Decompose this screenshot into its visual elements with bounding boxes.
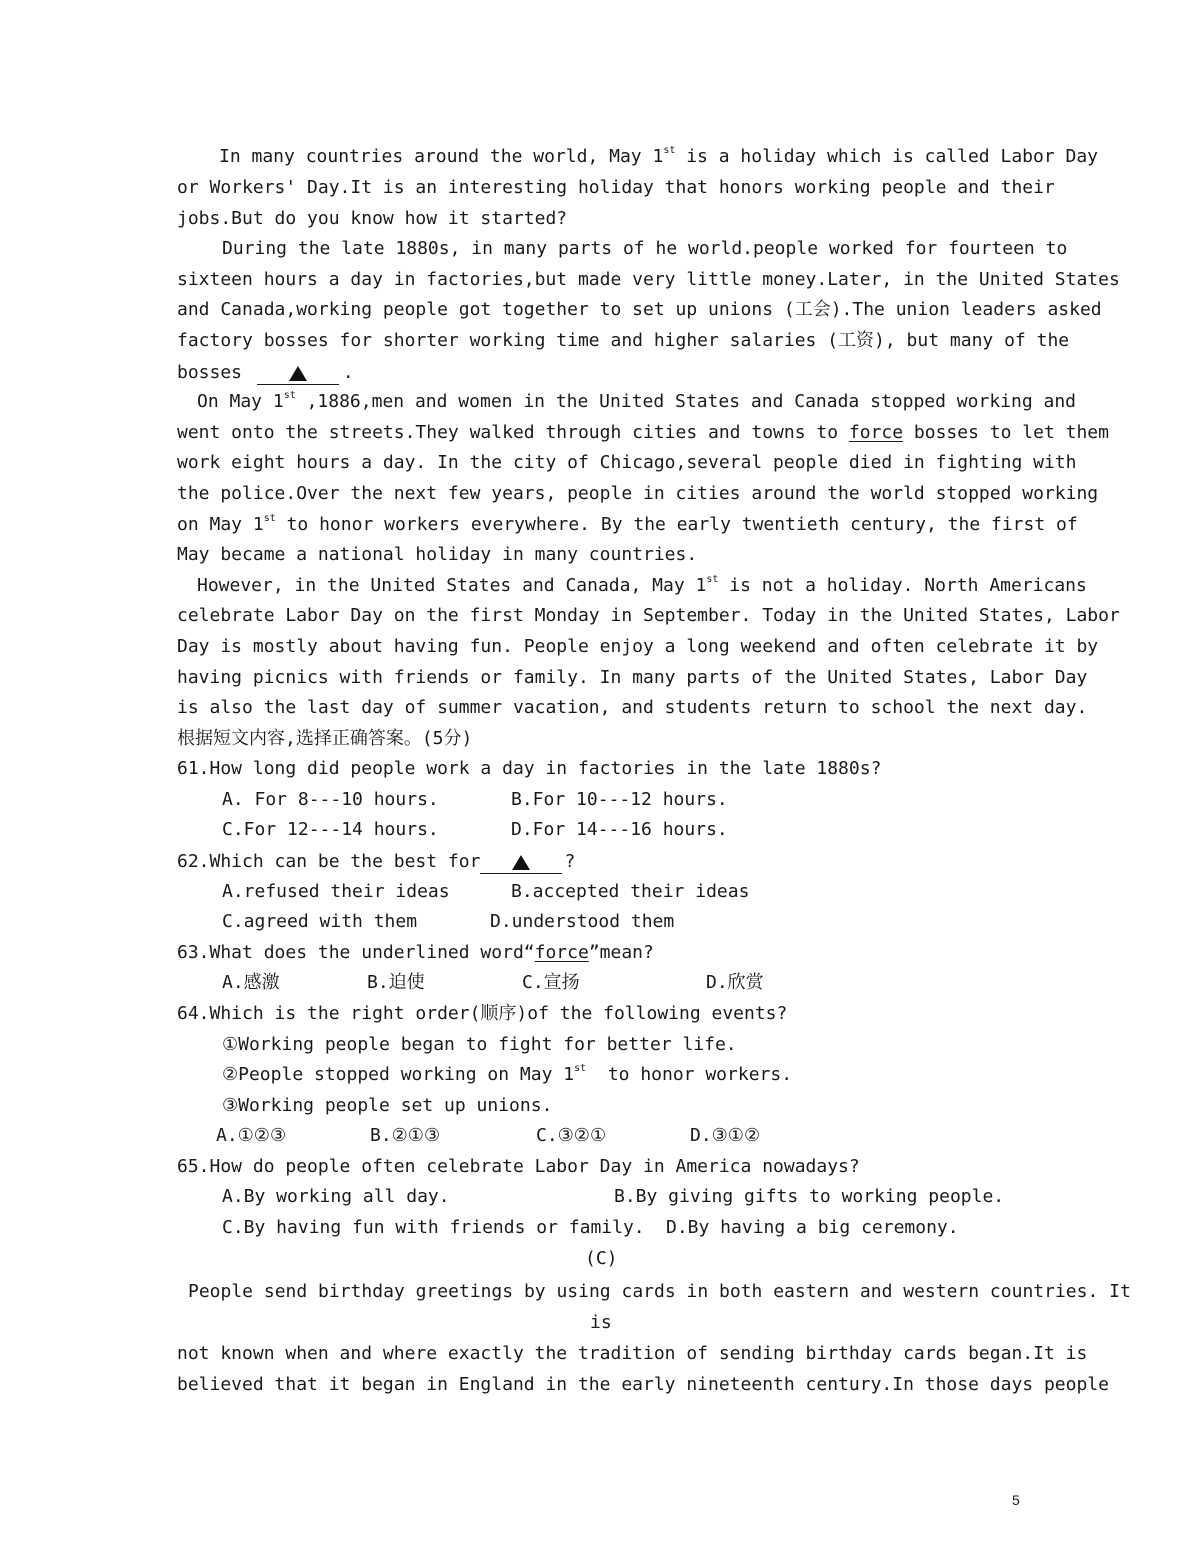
page-number: 5 bbox=[1012, 1492, 1020, 1508]
paragraph-line: having picnics with friends or family. In many parts of the United States, Labor Day bbox=[177, 667, 1088, 688]
question-63: 63.What does the underlined word“force”mean? bbox=[177, 942, 654, 963]
paragraph-line: work eight hours a day. In the city of Chicago,several people died in fighting with bbox=[177, 452, 1077, 473]
paragraph-line: bosses . bbox=[177, 362, 354, 383]
option-65-a: A.By working all day. bbox=[222, 1186, 450, 1207]
option-64-c: C.③②① bbox=[536, 1125, 607, 1146]
paragraph-line: is also the last day of summer vacation, and students return to school the next day. bbox=[177, 697, 1088, 718]
event-3: ③Working people set up unions. bbox=[222, 1095, 553, 1116]
option-61-d: D.For 14---16 hours. bbox=[511, 819, 728, 840]
option-65-b: B.By giving gifts to working people. bbox=[614, 1186, 1005, 1207]
option-63-a: A.感激 bbox=[222, 972, 280, 993]
option-63-c: C.宣扬 bbox=[522, 972, 580, 993]
question-61: 61.How long did people work a day in factories in the late 1880s? bbox=[177, 758, 882, 779]
paragraph-line: jobs.But do you know how it started? bbox=[177, 208, 568, 229]
paragraph-line: and Canada,working people got together to set up unions (工会).The union leaders asked bbox=[177, 299, 1102, 320]
triangle-icon bbox=[512, 855, 530, 870]
option-62-b: B.accepted their ideas bbox=[511, 881, 750, 902]
option-62-c: C.agreed with them bbox=[222, 911, 418, 932]
option-65-c: C.By having fun with friends or family. bbox=[222, 1217, 645, 1238]
option-61-b: B.For 10---12 hours. bbox=[511, 789, 728, 810]
triangle-icon bbox=[289, 366, 307, 381]
paragraph-line: People send birthday greetings by using cards in both eastern and western countries. It bbox=[188, 1281, 1131, 1302]
event-1: ①Working people began to fight for better life. bbox=[222, 1034, 737, 1055]
option-64-a: A.①②③ bbox=[216, 1125, 287, 1146]
option-61-c: C.For 12---14 hours. bbox=[222, 819, 439, 840]
paragraph-line: not known when and where exactly the tradition of sending birthday cards began.It is bbox=[177, 1343, 1088, 1364]
option-65-d: D.By having a big ceremony. bbox=[666, 1217, 959, 1238]
instruction: 根据短文内容,选择正确答案。(5分) bbox=[177, 728, 473, 749]
paragraph-line: However, in the United States and Canada, May 1st is not a holiday. North Americans bbox=[197, 574, 1087, 596]
option-63-b: B.迫使 bbox=[367, 972, 425, 993]
paragraph-line: went onto the streets.They walked through cities and towns to force bosses to let them bbox=[177, 422, 1109, 443]
option-62-a: A.refused their ideas bbox=[222, 881, 450, 902]
paragraph-line: celebrate Labor Day on the first Monday in September. Today in the United States, Labor bbox=[177, 605, 1120, 626]
paragraph-line: is bbox=[590, 1312, 612, 1333]
question-62: 62.Which can be the best for ? bbox=[177, 851, 576, 872]
paragraph-line: sixteen hours a day in factories,but made very little money.Later, in the United States bbox=[177, 269, 1120, 290]
option-61-a: A. For 8---10 hours. bbox=[222, 789, 439, 810]
option-64-d: D.③①② bbox=[690, 1125, 761, 1146]
question-64: 64.Which is the right order(顺序)of the following events? bbox=[177, 1003, 788, 1024]
event-2: ②People stopped working on May 1st to honor workers. bbox=[222, 1063, 793, 1085]
paragraph-line: Day is mostly about having fun. People enjoy a long weekend and often celebrate it by bbox=[177, 636, 1099, 657]
section-heading: (C) bbox=[585, 1248, 618, 1269]
paragraph-line: On May 1st ,1886,men and women in the United States and Canada stopped working and bbox=[197, 390, 1077, 412]
paragraph-line: During the late 1880s, in many parts of he world.people worked for fourteen to bbox=[222, 238, 1068, 259]
option-64-b: B.②①③ bbox=[370, 1125, 441, 1146]
paragraph-line: May became a national holiday in many countries. bbox=[177, 544, 698, 565]
answer-blank bbox=[480, 849, 562, 874]
option-62-d: D.understood them bbox=[490, 911, 675, 932]
paragraph-line: In many countries around the world, May 1st is a holiday which is called Labor Day bbox=[219, 145, 1099, 167]
paragraph-line: factory bosses for shorter working time and higher salaries (工资), but many of the bbox=[177, 330, 1070, 351]
underlined-word-force: force bbox=[848, 422, 904, 443]
option-63-d: D.欣赏 bbox=[706, 972, 764, 993]
question-65: 65.How do people often celebrate Labor Day in America nowadays? bbox=[177, 1156, 860, 1177]
paragraph-line: the police.Over the next few years, people in cities around the world stopped working bbox=[177, 483, 1099, 504]
paragraph-line: or Workers' Day.It is an interesting holiday that honors working people and their bbox=[177, 177, 1055, 198]
paragraph-line: on May 1st to honor workers everywhere. By the early twentieth century, the first of bbox=[177, 513, 1078, 535]
paragraph-line: believed that it began in England in the early nineteenth century.In those days people bbox=[177, 1374, 1109, 1395]
answer-blank bbox=[257, 360, 339, 385]
